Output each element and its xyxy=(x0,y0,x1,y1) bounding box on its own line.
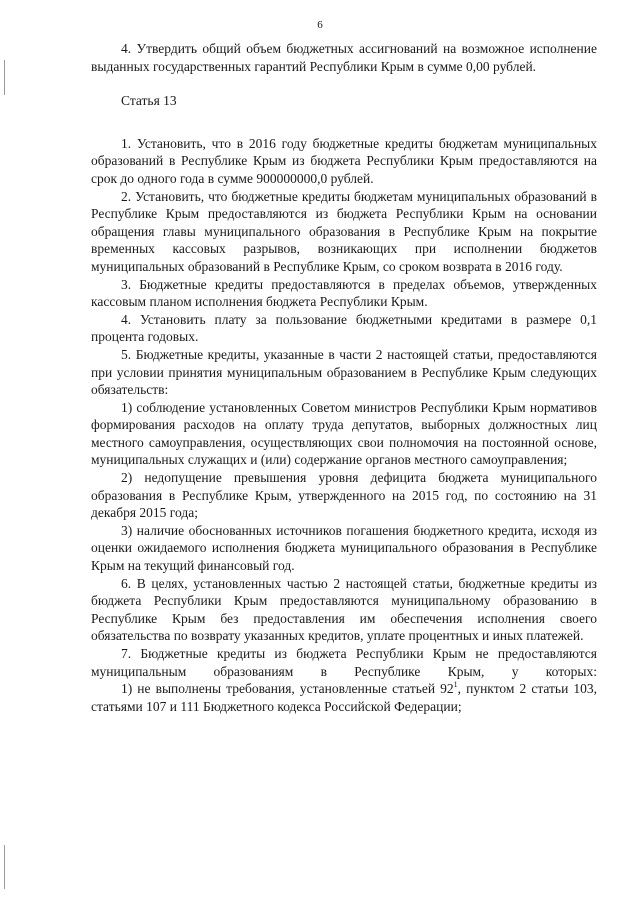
list-item-text: 1) не выполнены требования, установленные статьей 92 xyxy=(121,681,454,697)
document-body xyxy=(91,40,597,715)
scan-edge-mark xyxy=(4,845,5,889)
paragraph: 5. Бюджетные кредиты, указанные в части 2 настоящей статьи, предоставляются при условии принятия муниципальным образованием в Республике Крым следующих обязательств: xyxy=(91,346,597,398)
article-heading: Статья 13 xyxy=(121,93,177,109)
paragraph: 4. Установить плату за пользование бюджетными кредитами в размере 0,1 процента годовых. xyxy=(91,311,597,345)
list-item: 1) соблюдение установленных Советом министров Республики Крым нормативов формирования расходов на оплату труда депутатов, выборных должностных лиц местного самоуправления, осуществляющих свои полномочия на постоянной основе, муниципальных служащих и (или) содержание органов местного самоуправления; xyxy=(91,399,597,468)
list-item: 3) наличие обоснованных источников погашения бюджетного кредита, исходя из оценки ожидаемого исполнения бюджета муниципального образования в Республике Крым на текущий финансовый год. xyxy=(91,522,597,574)
paragraph: 2. Установить, что бюджетные кредиты бюджетам муниципальных образований в Республике Крым предоставляются из бюджета Республики Крым на основании обращения главы муниципального образования в Республике Крым на покрытие временных кассовых разрывов, возникающих при исполнении бюджетов муниципальных образований в Республике Крым, со сроком возврата в 2016 году. xyxy=(91,188,597,274)
list-item-text: , пунктом 2 статьи 103, статьями 107 и 111 Бюджетного кодекса Российской Федерации; xyxy=(91,681,597,714)
paragraph: 1. Установить, что в 2016 году бюджетные кредиты бюджетам муниципальных образований в Республике Крым из бюджета Республики Крым предоставляются на срок до одного года в сумме 900000000,0 рублей. xyxy=(91,135,597,186)
paragraph: 3. Бюджетные кредиты предоставляются в пределах объемов, утвержденных кассовым планом исполнения бюджета Республики Крым. xyxy=(91,276,597,310)
paragraph: 6. В целях, установленных частью 2 настоящей статьи, бюджетные кредиты из бюджета Республики Крым предоставляются муниципальному образованию в Республике Крым без предоставления им обеспечения исполнения своего обязательства по возврату указанных кредитов, уплате процентных и иных платежей. xyxy=(91,575,597,644)
superscript: 1 xyxy=(453,679,458,689)
scan-edge-mark xyxy=(4,60,5,95)
page-number: 6 xyxy=(317,19,323,31)
list-item: 2) недопущение превышения уровня дефицита бюджета муниципального образования в Республике Крым, утвержденного на 2015 год, по состоянию на 31 декабря 2015 года; xyxy=(91,470,597,521)
paragraph: 4. Утвердить общий объем бюджетных ассигнований на возможное исполнение выданных государственных гарантий Республики Крым в сумме 0,00 рублей. xyxy=(91,41,597,74)
paragraph: 7. Бюджетные кредиты из бюджета Республики Крым не предоставляются муниципальным образованиям в Республике Крым, у которых: xyxy=(91,646,597,679)
list-item xyxy=(91,680,597,715)
